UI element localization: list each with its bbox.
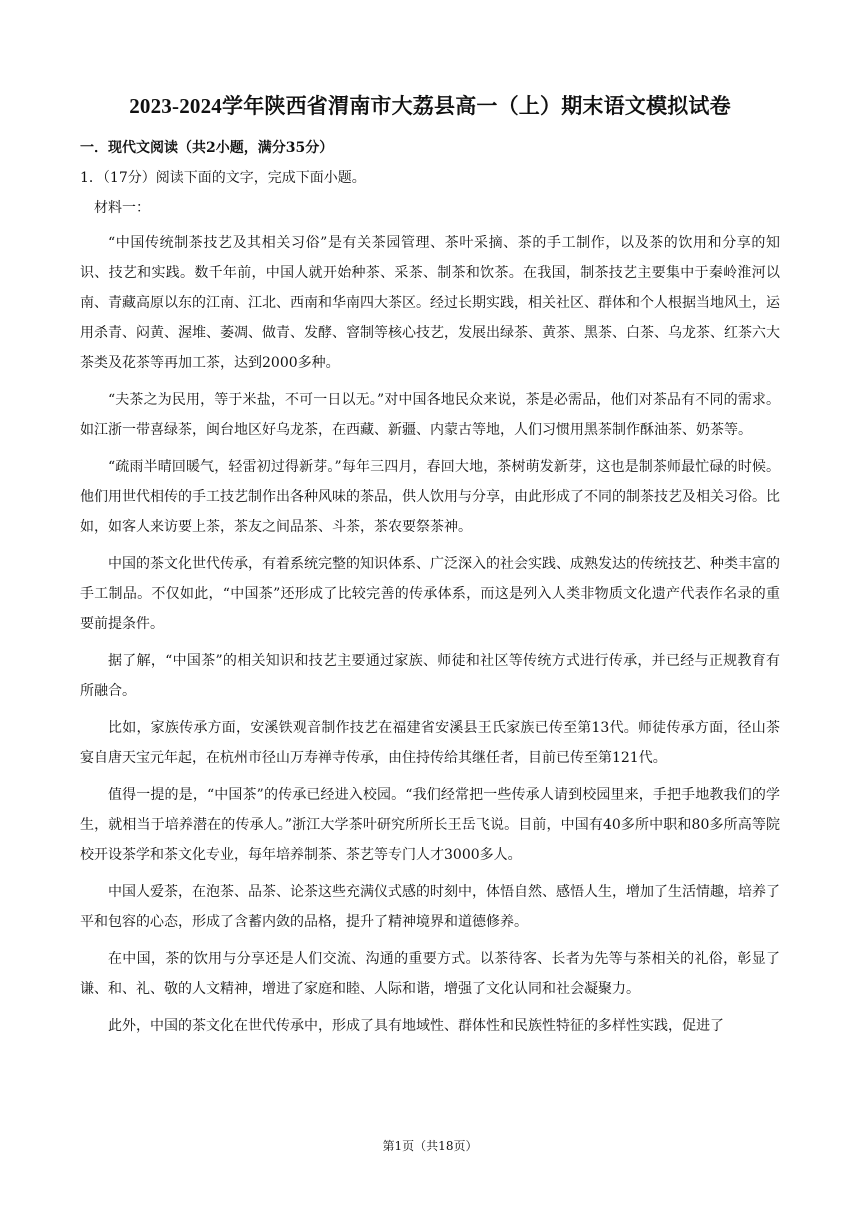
- paragraph-4: 中国的茶文化世代传承，有着系统完整的知识体系、广泛深入的社会实践、成熟发达的传统技艺、种类丰富的手工制品。不仅如此，“中国茶”还形成了比较完善的传承体系，而这是列入人类非物质文化遗产代表作名录的重要前提条件。: [80, 556, 780, 632]
- page-footer: 第1页（共18页）: [382, 1139, 478, 1153]
- paragraph-9: 在中国，茶的饮用与分享还是人们交流、沟通的重要方式。以茶待客、长者为先等与茶相关的礼俗，彰显了谦、和、礼、敬的人文精神，增进了家庭和睦、人际和谐，增强了文化认同和社会凝聚力。: [80, 951, 780, 997]
- question-intro: 1．（17分）阅读下面的文字，完成下面小题。: [80, 170, 366, 186]
- section-heading: 一．现代文阅读（共2小题，满分35分）: [80, 140, 334, 156]
- page-title: 2023-2024学年陕西省渭南市大荔县高一（上）期末语文模拟试卷: [129, 94, 731, 118]
- paragraph-2: “夫茶之为民用，等于米盐，不可一日以无。”对中国各地民众来说，茶是必需品，他们对茶品有不同的需求。如江浙一带喜绿茶，闽台地区好乌龙茶，在西藏、新疆、内蒙古等地，人们习惯用黑茶制作酥油茶、奶茶等。: [80, 392, 780, 438]
- paragraph-10: 此外，中国的茶文化在世代传承中，形成了具有地域性、群体性和民族性特征的多样性实践，促进了: [108, 1018, 724, 1034]
- paragraph-6: 比如，家族传承方面，安溪铁观音制作技艺在福建省安溪县王氏家族已传至第13代。师徒传承方面，径山茶宴自唐天宝元年起，在杭州市径山万寿禅寺传承，由住持传给其继任者，目前已传至第121代。: [80, 720, 780, 766]
- material-label: 材料一：: [94, 200, 150, 216]
- paragraph-7: 值得一提的是，“中国茶”的传承已经进入校园。“我们经常把一些传承人请到校园里来，手把手地教我们的学生，就相当于培养潜在的传承人。”浙江大学茶叶研究所所长王岳飞说。目前，中国有40多所中职和80多所高等院校开设茶学和茶文化专业，每年培养制茶、茶艺等专门人才3000多人。: [80, 787, 780, 863]
- paragraph-8: 中国人爱茶，在泡茶、品茶、论茶这些充满仪式感的时刻中，体悟自然、感悟人生，增加了生活情趣，培养了平和包容的心态，形成了含蓄内敛的品格，提升了精神境界和道德修养。: [80, 884, 780, 930]
- paragraph-3: “疏雨半晴回暖气，轻雷初过得新芽。”每年三四月，春回大地，茶树萌发新芽，这也是制茶师最忙碌的时候。他们用世代相传的手工技艺制作出各种风味的茶品，供人饮用与分享，由此形成了不同的制茶技艺及相关习俗。比如，如客人来访要上茶，茶友之间品茶、斗茶，茶农要祭茶神。: [80, 459, 780, 535]
- paragraph-1: “中国传统制茶技艺及其相关习俗”是有关茶园管理、茶叶采摘、茶的手工制作，以及茶的饮用和分享的知识、技艺和实践。数千年前，中国人就开始种茶、采茶、制茶和饮茶。在我国，制茶技艺主要集中于秦岭淮河以南、青藏高原以东的江南、江北、西南和华南四大茶区。经过长期实践，相关社区、群体和个人根据当地风土，运用杀青、闷黄、渥堆、萎凋、做青、发酵、窨制等核心技艺，发展出绿茶、黄茶、黑茶、白茶、乌龙茶、红茶六大茶类及花茶等再加工茶，达到2000多种。: [80, 235, 780, 371]
- paragraph-5: 据了解，“中国茶”的相关知识和技艺主要通过家族、师徒和社区等传统方式进行传承，并已经与正规教育有所融合。: [80, 653, 780, 699]
